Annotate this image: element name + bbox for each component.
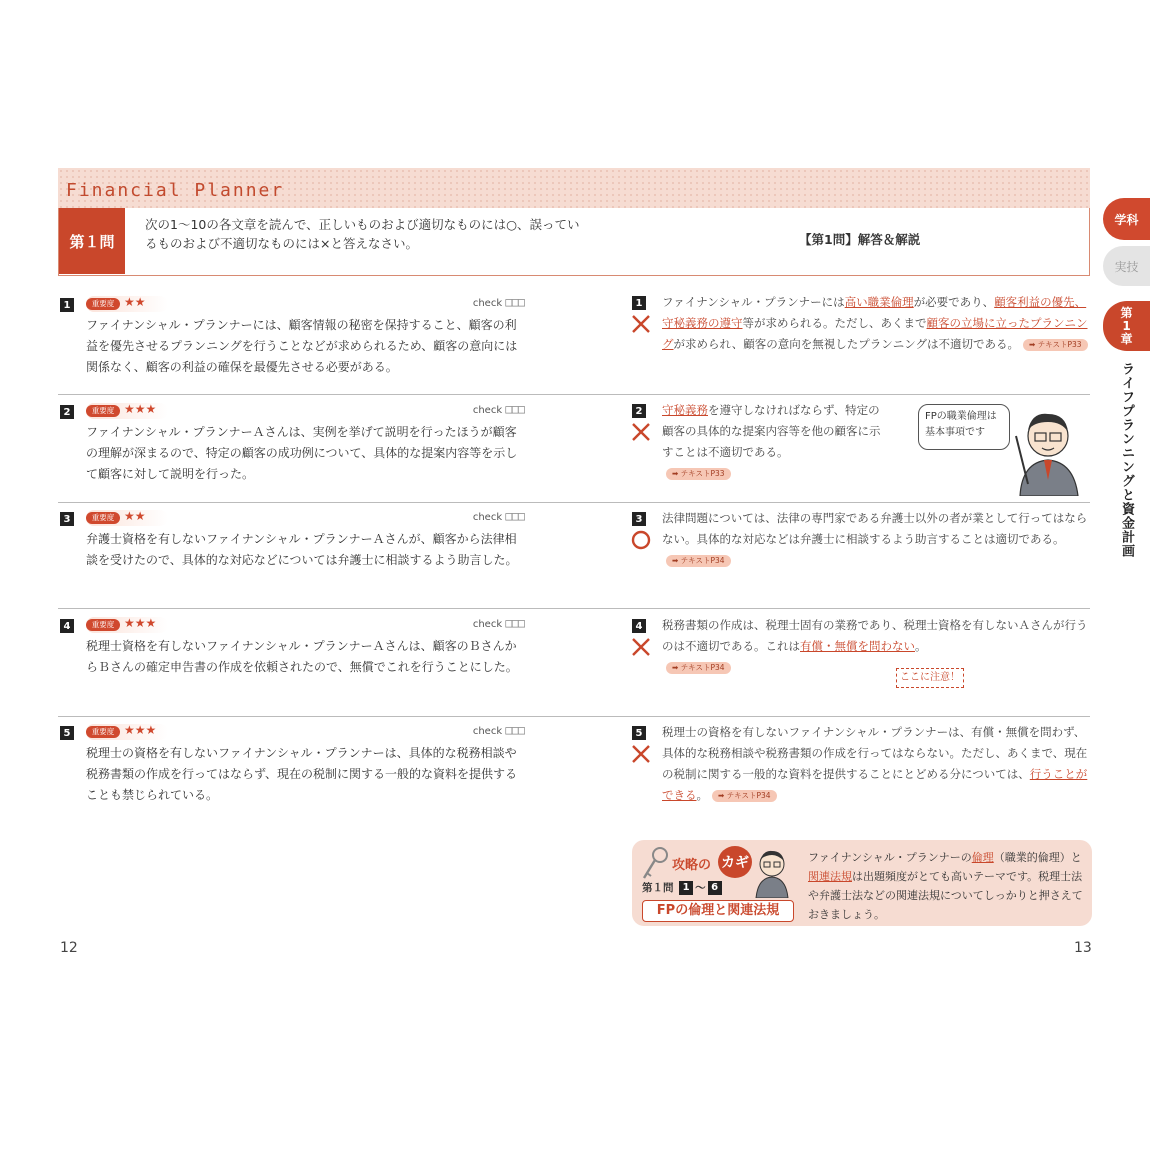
banner-title: Financial Planner	[66, 180, 285, 201]
question-item	[58, 509, 524, 604]
answer-text-part: 税務書類の作成は、税理士固有の業務であり、税理士資格を有しないＡさんが行うのは不適切である。これは	[662, 618, 1088, 653]
key-range-prefix: 第１問	[642, 882, 674, 894]
importance-badge	[86, 296, 168, 312]
question-number: 3	[60, 512, 74, 526]
question-item	[58, 723, 524, 818]
question-number: 2	[60, 405, 74, 419]
importance-label: 重要度	[86, 619, 120, 631]
check-label: check	[472, 726, 503, 737]
key-range-from: 1	[679, 881, 693, 895]
key-highlight: 関連法規	[808, 870, 852, 883]
check-boxes[interactable]	[473, 723, 524, 737]
question-number: 5	[60, 726, 74, 740]
answer-text-part: が必要であり、	[913, 295, 995, 309]
answer-item	[630, 722, 1092, 822]
importance-badge	[86, 617, 168, 633]
row-divider	[58, 716, 1090, 717]
answer-number: 4	[632, 619, 646, 633]
check-label: check	[472, 512, 503, 523]
instructor-illustration-icon	[1012, 406, 1090, 496]
key-text-part: （職業的倫理）と	[993, 851, 1082, 864]
key-range-to: 6	[708, 881, 722, 895]
chapter-tab-line1: 第	[1120, 305, 1133, 320]
importance-badge	[86, 724, 168, 740]
answer-highlight: 高い職業倫理	[844, 295, 914, 309]
answer-item	[630, 292, 1092, 388]
importance-badge	[86, 510, 168, 526]
presenter-illustration-icon	[754, 848, 790, 898]
checkbox-icons[interactable]: □□□	[505, 295, 524, 309]
importance-badge	[86, 403, 168, 419]
check-boxes[interactable]	[473, 295, 524, 309]
answer-text	[662, 615, 1094, 678]
answer-text	[662, 722, 1094, 806]
key-icon	[640, 846, 670, 880]
key-point-box	[632, 840, 1092, 926]
importance-label: 重要度	[86, 726, 120, 738]
answer-text-part: 法律問題については、法律の専門家である弁護士以外の者が業として行ってはならない。具体的な対応などは弁護士に相談するよう助言することは適切である。	[662, 511, 1088, 546]
answer-text-part: を遵守しなければならず、特定の顧客の具体的な提案内容等を他の顧客に示すことは不適切である。	[662, 403, 881, 459]
key-title-kagi: カギ	[718, 846, 752, 878]
question-text: ファイナンシャル・プランナーには、顧客情報の秘密を保持すること、顧客の利益を優先させるプランニングを行うことなどが求められるため、顧客の意向には関係なく、顧客の利益の確保を最優先させる必要がある。	[86, 318, 518, 374]
tab-jitsugi[interactable]: 実技	[1103, 246, 1150, 286]
cross-mark-icon	[630, 743, 652, 765]
answer-text-part: が求められ、顧客の意向を無視したプランニングは不適切である。	[673, 337, 1019, 351]
row-divider	[58, 502, 1090, 503]
page-number-right: 13	[1074, 940, 1092, 956]
key-topic: FPの倫理と関連法規	[642, 900, 794, 922]
importance-stars: ★★	[124, 295, 146, 309]
answer-text-part: 税理士の資格を有しないファイナンシャル・プランナーは、有償・無償を問わず、具体的な税務相談や税務書類の作成を行ってはならない。ただし、あくまで、現在の税制に関する一般的な資料を提供することにとどめる分については、	[662, 725, 1088, 781]
cross-mark-icon	[630, 421, 652, 443]
answer-highlight: 守秘義務	[662, 403, 708, 417]
answer-number: 2	[632, 404, 646, 418]
importance-stars: ★★	[124, 509, 146, 523]
answer-number: 1	[632, 296, 646, 310]
question-number: 1	[60, 298, 74, 312]
key-range-sep: ～	[695, 882, 706, 894]
answer-highlight: 有償・無償を問わない	[800, 639, 915, 653]
question-item	[58, 295, 524, 390]
check-boxes[interactable]	[473, 616, 524, 630]
header-banner	[58, 168, 1090, 208]
checkbox-icons[interactable]: □□□	[505, 509, 524, 523]
question-item	[58, 402, 524, 497]
checkbox-icons[interactable]: □□□	[505, 402, 524, 416]
importance-stars: ★★★	[124, 723, 157, 737]
key-text-part: ファイナンシャル・プランナーの	[808, 851, 972, 864]
circle-mark-icon	[630, 529, 652, 551]
question-text: 弁護士資格を有しないファイナンシャル・プランナーＡさんが、顧客から法律相談を受けたので、具体的な対応などについては弁護士に相談するよう助言した。	[86, 532, 518, 567]
chapter-tab-line3: 章	[1120, 331, 1133, 346]
attention-note: ここに注意！	[896, 668, 964, 688]
tab-gakka[interactable]: 学科	[1103, 198, 1150, 240]
answer-number: 5	[632, 726, 646, 740]
check-label: check	[472, 619, 503, 630]
answer-number: 3	[632, 512, 646, 526]
row-divider	[58, 608, 1090, 609]
key-highlight: 倫理	[971, 851, 994, 864]
row-divider	[58, 394, 1090, 395]
answer-heading: 【第1問】解答＆解説	[799, 232, 921, 247]
text-reference-link[interactable]: ➡ テキストP33	[666, 468, 731, 480]
text-reference-link[interactable]: ➡ テキストP33	[1023, 339, 1088, 351]
answer-text	[662, 508, 1094, 571]
answer-item	[630, 615, 1092, 711]
key-point-text	[808, 848, 1088, 924]
answer-item	[630, 508, 1092, 604]
checkbox-icons[interactable]: □□□	[505, 616, 524, 630]
text-reference-link[interactable]: ➡ テキストP34	[712, 790, 777, 802]
check-boxes[interactable]	[473, 402, 524, 416]
answer-highlight: 顧客利益の優先、守秘義務の遵守	[662, 295, 1087, 330]
question-number: 4	[60, 619, 74, 633]
check-boxes[interactable]	[473, 509, 524, 523]
question-instruction: 次の1～10の各文章を読んで、正しいものおよび適切なものには○、誤っているものおよび不適切なものには×と答えなさい。	[145, 217, 580, 251]
question-text: ファイナンシャル・プランナーＡさんは、実例を挙げて説明を行ったほうが顧客の理解が深まるので、特定の顧客の成功例について、具体的な提案内容等を示して顧客に対して説明を行った。	[86, 425, 518, 481]
question-header	[58, 208, 1090, 276]
answer-text-part: 。	[915, 639, 927, 653]
speech-bubble: FPの職業倫理は基本事項です	[918, 404, 1010, 450]
question-label: 第１問	[59, 208, 125, 274]
answer-text-part: 。	[696, 788, 708, 802]
tab-chapter-1[interactable]	[1103, 301, 1150, 351]
importance-label: 重要度	[86, 298, 120, 310]
check-label: check	[472, 405, 503, 416]
chapter-tab-line2: 1	[1122, 318, 1131, 333]
text-reference-link[interactable]: ➡ テキストP34	[666, 555, 731, 567]
answer-highlight: 顧客の立場に立ったプランニング	[662, 316, 1088, 351]
cross-mark-icon	[630, 636, 652, 658]
answer-text	[662, 400, 888, 484]
question-text: 税理士資格を有しないファイナンシャル・プランナーＡさんは、顧客のＢさんからＢさんの確定申告書の作成を依頼されたので、無償でこれを行うことにした。	[86, 639, 518, 674]
key-point-header	[636, 846, 796, 924]
text-reference-link[interactable]: ➡ テキストP34	[666, 662, 731, 674]
importance-label: 重要度	[86, 405, 120, 417]
question-item	[58, 616, 524, 711]
cross-mark-icon	[630, 313, 652, 335]
answer-highlight: 行うことができる	[662, 767, 1088, 802]
chapter-title: ライフプランニングと資金計画	[1119, 362, 1134, 558]
importance-label: 重要度	[86, 512, 120, 524]
page-number-left: 12	[60, 940, 78, 956]
importance-stars: ★★★	[124, 616, 157, 630]
answer-text-part: ファイナンシャル・プランナーには	[662, 295, 845, 309]
key-range	[642, 880, 724, 895]
key-text-part: は出題頻度がとても高いテーマです。税理士法や弁護士法などの関連法規についてしっかりと押さえておきましょう。	[808, 870, 1083, 921]
key-title: 攻略の	[672, 858, 712, 873]
answer-text	[662, 292, 1094, 355]
question-text: 税理士の資格を有しないファイナンシャル・プランナーは、具体的な税務相談や税務書類の作成を行ってはならず、現在の税制に関する一般的な資料を提供することも禁じられている。	[86, 746, 518, 802]
importance-stars: ★★★	[124, 402, 157, 416]
answer-text-part: 等が求められる。ただし、あくまで	[742, 316, 927, 330]
checkbox-icons[interactable]: □□□	[505, 723, 524, 737]
check-label: check	[472, 298, 503, 309]
